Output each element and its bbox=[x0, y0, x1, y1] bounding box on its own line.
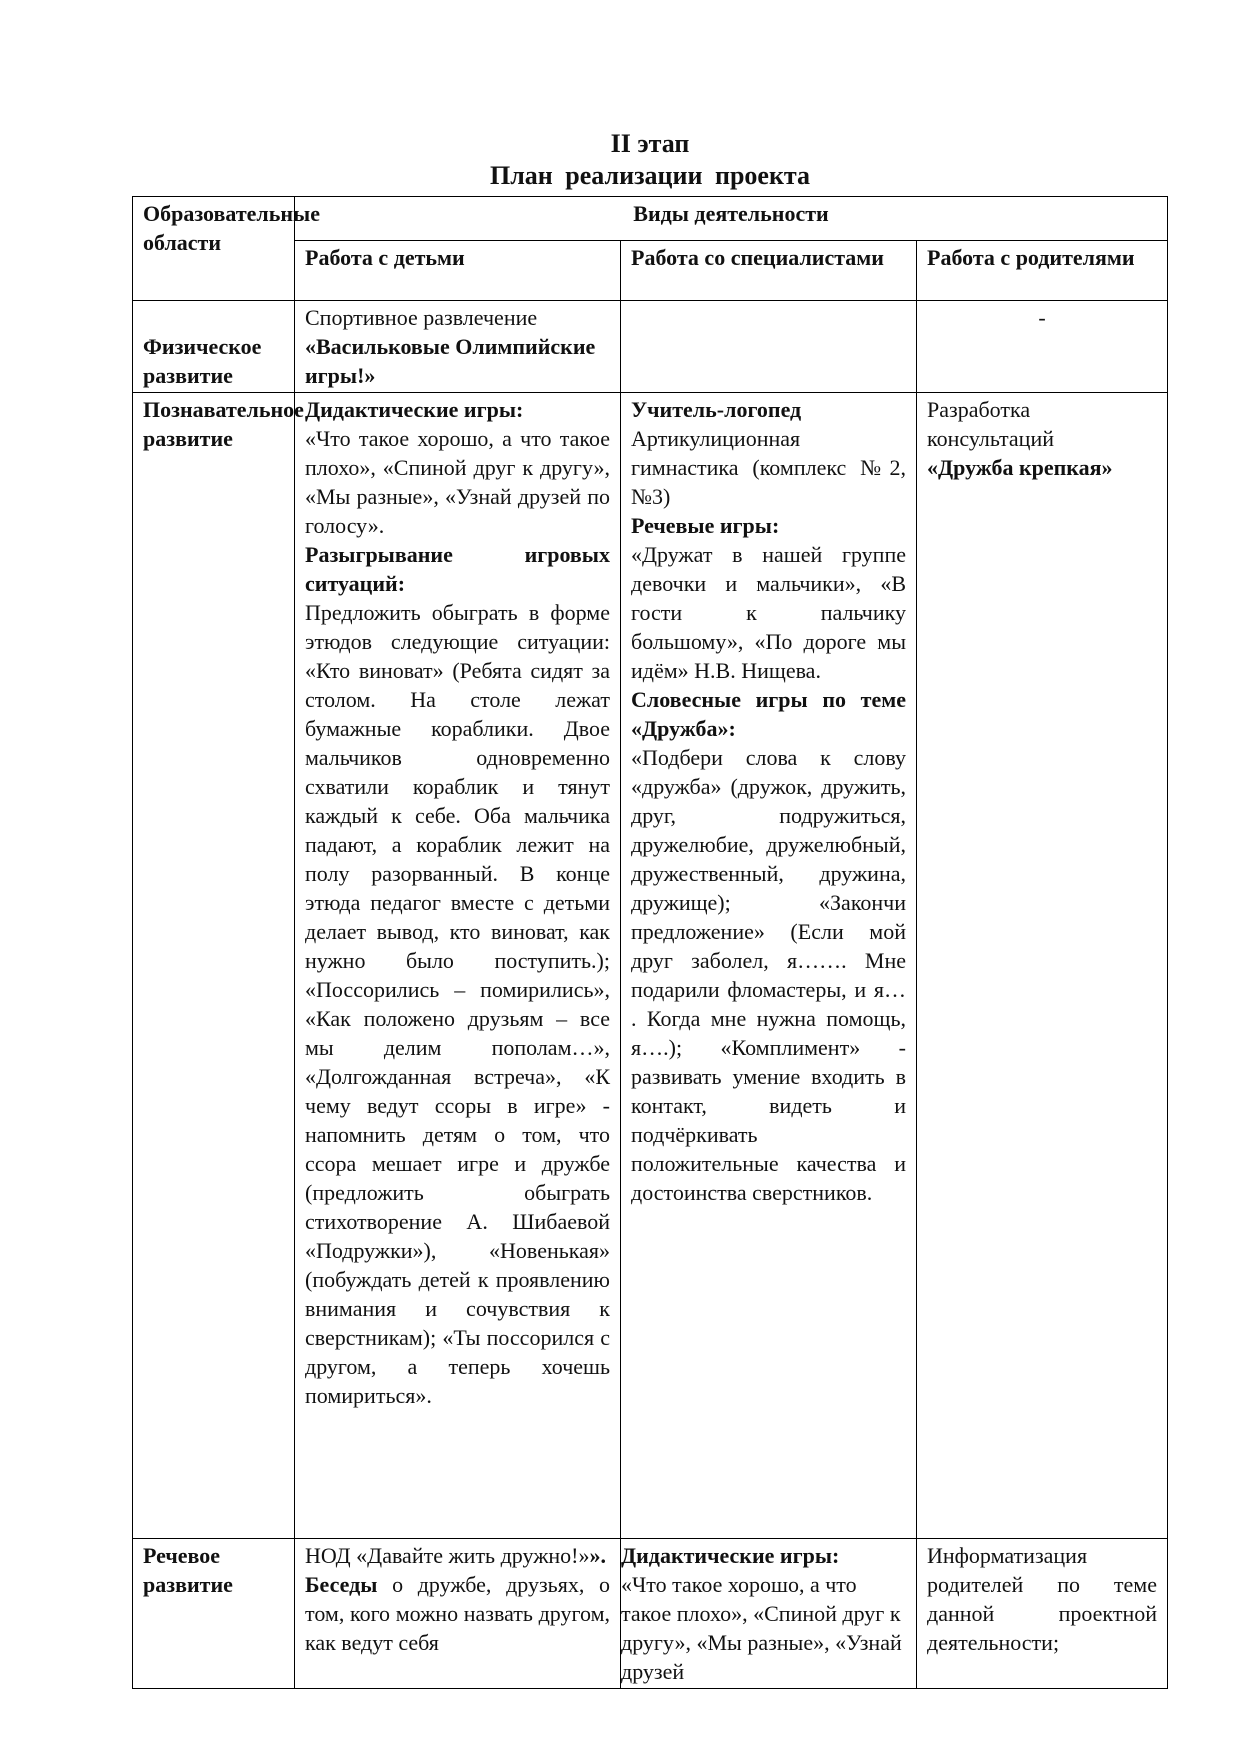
cognitive-specialist-gymnastics: Артикулиционная гимнастика (комплекс №2, №3) bbox=[631, 426, 906, 509]
table-header-row bbox=[133, 197, 1168, 241]
cognitive-specialist-heading-3: Словесные игры по теме «Дружба»: bbox=[631, 687, 906, 741]
area-physical: Физическое развитие bbox=[133, 301, 295, 393]
cognitive-specialist-role: Учитель-логопед bbox=[631, 397, 802, 422]
cognitive-children-situations: Предложить обыграть в форме этюдов следующие ситуации: «Кто виноват» (Ребята сидят за столом. На столе лежат бумажные кораблики. Двое мальчиков одновременно схватили кораблик и тянут каждый к себе. Оба мальчика падают, а кораблик лежит на полу разорванный. В конце этюда педагог вместе с детьми делает вывод, кто виноват, как нужно было поступить.); «Поссорились – помирились», «Как положено друзьям – все мы делим пополам…», «Долгожданная встреча», «К чему ведут ссоры в игре» - напомнить детям о том, что ссора мешает игре и дружбе (предложить обыграть стихотворение А. Шибаевой «Подружки»), «Новенькая» (побуждать детей к проявлению внимания и сочувствия к сверстникам); «Ты поссорился с другом, а теперь хочешь помириться». bbox=[305, 600, 610, 1408]
cognitive-children-games: «Что такое хорошо, а что такое плохо», «Спиной друг к другу», «Мы разные», «Узнай друзей по голосу». bbox=[305, 426, 610, 538]
speech-children-nod-end: ». bbox=[589, 1543, 607, 1568]
area-cognitive: Познавательное развитие bbox=[133, 393, 295, 1539]
title-block bbox=[130, 128, 1170, 192]
speech-specialists-cell bbox=[621, 1539, 917, 1689]
speech-specialist-games: «Что такое хорошо, а что такое плохо», «Спиной друг к другу», «Мы разные», «Узнай друзей bbox=[621, 1572, 902, 1684]
cognitive-specialist-heading-2: Речевые игры: bbox=[631, 513, 780, 538]
table-row-cognitive bbox=[133, 393, 1168, 1539]
speech-children-cell bbox=[295, 1539, 621, 1689]
physical-children-cell bbox=[295, 301, 621, 393]
plan-table bbox=[132, 196, 1168, 1689]
header-specialists: Работа со специалистами bbox=[621, 241, 917, 301]
table-row-physical bbox=[133, 301, 1168, 393]
header-parents: Работа с родителями bbox=[917, 241, 1168, 301]
speech-children-nod: НОД «Давайте жить дружно!» bbox=[305, 1543, 590, 1568]
cognitive-parents-text: Разработка консультаций bbox=[927, 397, 1054, 451]
header-activities: Виды деятельности bbox=[295, 197, 1168, 241]
area-speech: Речевое развитие bbox=[133, 1539, 295, 1689]
cognitive-specialist-speech-games: «Дружат в нашей группе девочки и мальчики», «В гости к пальчику большому», «По дороге мы идём» Н.В. Нищева. bbox=[631, 542, 906, 683]
speech-children-heading-2: Беседы bbox=[305, 1572, 378, 1597]
cognitive-specialists-cell bbox=[621, 393, 917, 1539]
speech-children-talks: о дружбе, друзьях, о том, кого можно назвать другом, как ведут себя bbox=[305, 1572, 610, 1655]
header-areas: Образовательные области bbox=[133, 197, 295, 301]
speech-parents-cell: Информатизация родителей по теме данной проектной деятельности; bbox=[917, 1539, 1168, 1689]
physical-children-text: Спортивное развлечение bbox=[305, 305, 538, 330]
cognitive-specialist-word-games: «Подбери слова к слову «дружба» (дружок, дружить, друг, подружиться, дружелюбие, дружелюбный, дружественный, дружина, дружище); «Закончи предложение» (Если мой друг заболел, я……. Мне подарили фломастеры, и я… . Когда мне нужна помощь, я….); «Комплимент» - развивать умение входить в контакт, видеть и подчёркивать положительные качества и достоинства сверстников. bbox=[631, 745, 906, 1205]
header-children: Работа с детьми bbox=[295, 241, 621, 301]
physical-parents-cell: - bbox=[917, 301, 1168, 393]
cognitive-parents-consultation: «Дружба крепкая» bbox=[927, 455, 1113, 480]
cognitive-children-heading-2: Разыгрывание игровых ситуаций: bbox=[305, 542, 610, 596]
cognitive-children-cell bbox=[295, 393, 621, 1539]
cognitive-children-heading-1: Дидактические игры: bbox=[305, 397, 524, 422]
plan-title: План реализации проекта bbox=[489, 161, 811, 190]
cognitive-parents-cell bbox=[917, 393, 1168, 1539]
table-row-speech bbox=[133, 1539, 1168, 1689]
speech-specialist-heading: Дидактические игры: bbox=[621, 1543, 840, 1568]
physical-children-event: «Васильковые Олимпийские игры!» bbox=[305, 334, 596, 388]
physical-specialists-cell bbox=[621, 301, 917, 393]
stage-title: II этап bbox=[610, 129, 690, 158]
